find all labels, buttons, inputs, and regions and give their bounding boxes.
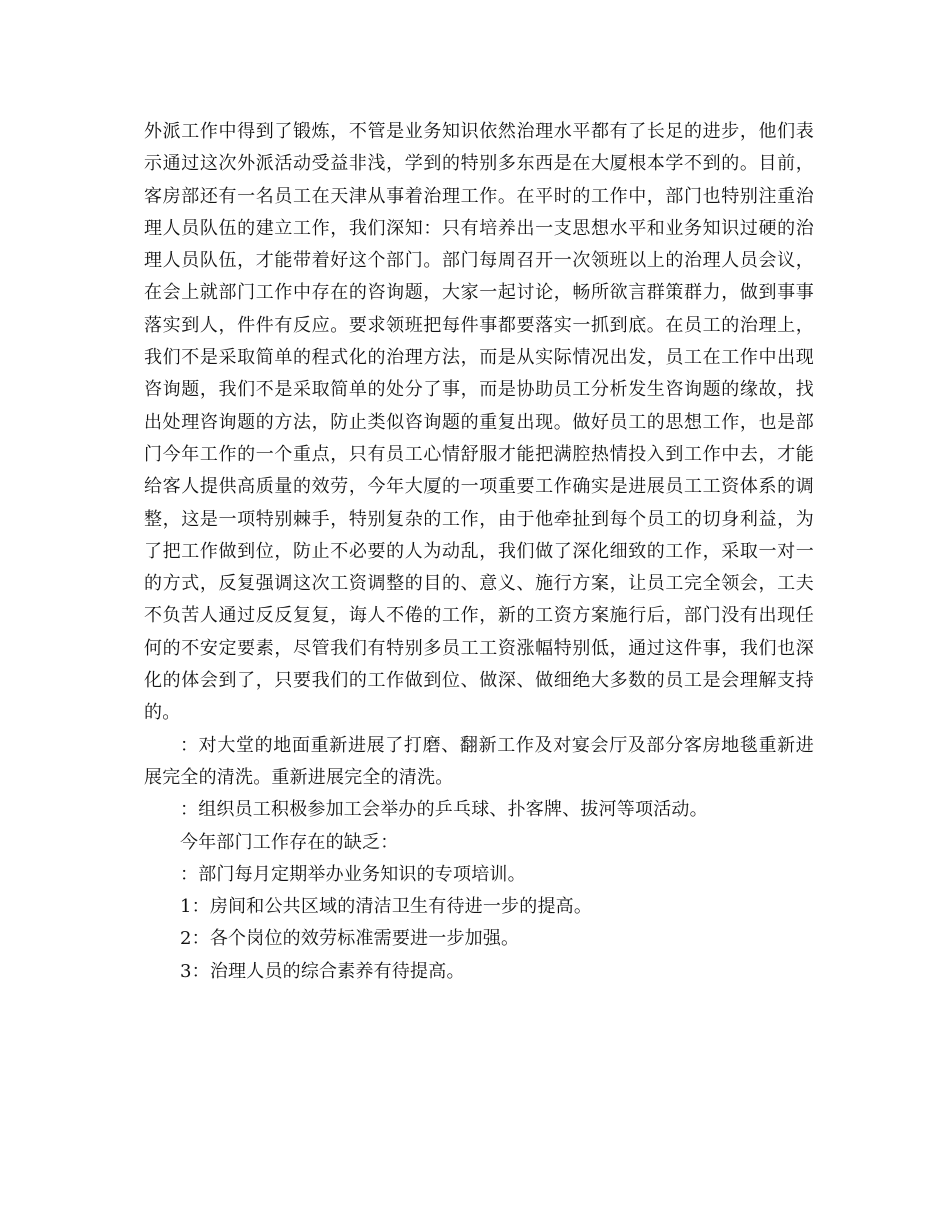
paragraph-main-body: 外派工作中得到了锻炼，不管是业务知识依然治理水平都有了长足的进步，他们表示通过这次外派活动受益非浅，学到的特别多东西是在大厦根本学不到的。目前，客房部还有一名员工在天津从事着治理工作。在平时的工作中，部门也特别注重治理人员队伍的建立工作，我们深知：只有培养出一支思想水平和业务知识过硬的治理人员队伍，才能带着好这个部门。部门每周召开一次领班以上的治理人员会议，在会上就部门工作中存在的咨询题，大家一起讨论，畅所欲言群策群力，做到事事落实到人，件件有反应。要求领班把每件事都要落实一抓到底。在员工的治理上，我们不是采取简单的程式化的治理方法，而是从实际情况出发，员工在工作中出现咨询题，我们不是采取简单的处分了事，而是协助员工分析发生咨询题的缘故，找出处理咨询题的方法，防止类似咨询题的重复出现。做好员工的思想工作，也是部门今年工作的一个重点，只有员工心情舒服才能把满腔热情投入到工作中去，才能给客人提供高质量的效劳，今年大厦的一项重要工作确实是进展员工工资体系的调整，这是一项特别棘手，特别复杂的工作，由于他牵扯到每个员工的切身利益，为了把工作做到位，防止不必要的人为动乱，我们做了深化细致的工作，采取一对一的方式，反复强调这次工资调整的目的、意义、施行方案，让员工完全领会，工夫不负苦人通过反反复复，诲人不倦的工作，新的工资方案施行后，部门没有出现任何的不安定要素，尽管我们有特别多员工工资涨幅特别低，通过这件事，我们也深化的体会到了，只要我们的工作做到位、做深、做细绝大多数的员工是会理解支持的。 bbox=[144, 121, 814, 724]
paragraph-item-2: 2：各个岗位的效劳标准需要进一步加强。 bbox=[180, 928, 520, 950]
paragraph-shortcomings-heading: 今年部门工作存在的缺乏： bbox=[180, 831, 399, 853]
paragraph-item-1: 1：房间和公共区域的清洁卫生有待进一步的提高。 bbox=[180, 896, 593, 918]
paragraph-monthly-training: ：部门每月定期举办业务知识的专项培训。 bbox=[180, 863, 526, 885]
paragraph-floor-renovation: ：对大堂的地面重新进展了打磨、翻新工作及对宴会厅及部分客房地毯重新进展完全的清洗。重新进展完全的清洗。 bbox=[144, 734, 814, 788]
document-body bbox=[144, 116, 814, 988]
paragraph-item-3: 3：治理人员的综合素养有待提高。 bbox=[180, 960, 465, 982]
paragraph-staff-activities: ：组织员工积极参加工会举办的乒乓球、扑客牌、拔河等项活动。 bbox=[180, 799, 708, 821]
